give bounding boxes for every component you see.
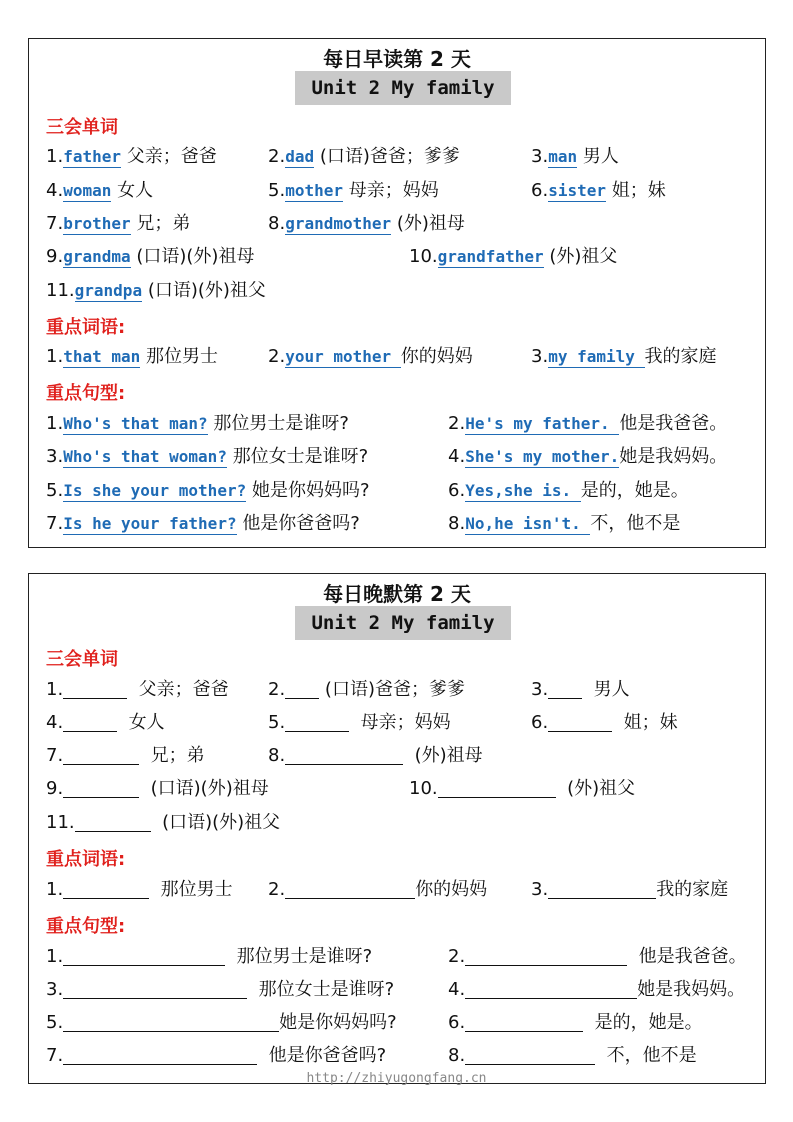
- item-number: 2.: [448, 413, 466, 434]
- item-number: 2.: [268, 146, 286, 167]
- morning-section-sentences: 重点句型:: [46, 383, 126, 404]
- word-english: brother: [63, 214, 131, 233]
- phrase-english: my family: [548, 347, 645, 366]
- word-blank-item: [46, 676, 229, 704]
- word-chinese: 姐；妹: [611, 180, 666, 201]
- item-number: 9.: [46, 778, 64, 799]
- word-blank-item: [268, 742, 483, 770]
- sentence-item: [46, 477, 370, 505]
- item-number: 4.: [46, 712, 64, 733]
- word-chinese: 女人: [117, 180, 154, 201]
- item-number: 3.: [46, 979, 64, 1000]
- evening-dictation-box: [28, 573, 766, 1084]
- answer-blank[interactable]: [465, 978, 637, 999]
- sentence-blank-item: [448, 1009, 703, 1037]
- word-english: grandmother: [285, 214, 392, 233]
- word-chinese: (口语)(外)祖母: [150, 778, 269, 799]
- word-item: [46, 243, 254, 271]
- item-number: 3.: [531, 346, 549, 367]
- item-number: 1.: [46, 346, 64, 367]
- evening-words-row: [29, 676, 765, 704]
- item-number: 6.: [531, 180, 549, 201]
- sentence-item: [448, 443, 727, 471]
- word-english: woman: [63, 181, 112, 200]
- item-number: 1.: [46, 946, 64, 967]
- sentence-chinese: 他是我爸爸。: [638, 946, 747, 967]
- answer-blank[interactable]: [465, 945, 627, 966]
- item-number: 5.: [268, 180, 286, 201]
- evening-phrases-row: [29, 876, 765, 904]
- evening-sentences-row: [29, 1042, 765, 1070]
- item-number: 8.: [448, 513, 466, 534]
- phrase-item: [531, 343, 717, 371]
- word-blank-item: [409, 775, 635, 803]
- phrase-chinese: 你的妈妈: [415, 879, 488, 900]
- word-chinese: (口语)(外)祖父: [162, 812, 281, 833]
- word-english: grandfather: [437, 247, 544, 266]
- sentence-blank-item: [448, 976, 745, 1004]
- answer-blank[interactable]: [548, 878, 656, 899]
- sentence-english: Is he your father?: [63, 514, 237, 533]
- word-blank-item: [46, 809, 280, 837]
- word-chinese: 父亲；爸爸: [126, 146, 217, 167]
- word-chinese: 男人: [593, 679, 630, 700]
- word-blank-item: [46, 709, 165, 737]
- item-number: 8.: [448, 1045, 466, 1066]
- footer-url: http://zhiyugongfang.cn: [306, 1071, 487, 1086]
- item-number: 1.: [46, 146, 64, 167]
- word-chinese: 姐；妹: [623, 712, 678, 733]
- item-number: 11.: [46, 280, 75, 301]
- item-number: 2.: [268, 879, 286, 900]
- word-chinese: 男人: [582, 146, 619, 167]
- morning-words-row: [29, 210, 765, 238]
- word-chinese: (口语)(外)祖母: [136, 246, 255, 267]
- morning-words-row: [29, 277, 765, 305]
- sentence-chinese: 那位女士是谁呀?: [232, 446, 369, 467]
- morning-phrases-row: [29, 343, 765, 371]
- sentence-chinese: 是的，她是。: [594, 1012, 703, 1033]
- evening-sentences-row: [29, 1009, 765, 1037]
- sentence-chinese: 她是我妈妈。: [637, 979, 746, 1000]
- phrase-chinese: 我的家庭: [644, 346, 717, 367]
- morning-sentences-row: [29, 510, 765, 538]
- answer-blank[interactable]: [285, 711, 349, 732]
- item-number: 7.: [46, 745, 64, 766]
- sentence-chinese: 那位男士是谁呀?: [236, 946, 373, 967]
- morning-sentences-row: [29, 477, 765, 505]
- item-number: 2.: [268, 679, 286, 700]
- morning-section-phrases: 重点词语:: [46, 317, 126, 338]
- item-number: 11.: [46, 812, 75, 833]
- word-item: [46, 277, 266, 305]
- item-number: 2.: [268, 346, 286, 367]
- word-blank-item: [268, 676, 465, 704]
- sentence-item: [46, 443, 368, 471]
- phrase-item: [46, 343, 218, 371]
- sentence-chinese: 那位女士是谁呀?: [258, 979, 395, 1000]
- sentence-blank-item: [448, 943, 747, 971]
- item-number: 5.: [46, 1012, 64, 1033]
- phrase-chinese: 我的家庭: [656, 879, 729, 900]
- item-number: 7.: [46, 513, 64, 534]
- word-english: grandpa: [74, 281, 143, 300]
- item-number: 8.: [268, 213, 286, 234]
- answer-blank[interactable]: [285, 878, 415, 899]
- sentence-chinese: 她是你妈妈吗?: [251, 480, 370, 501]
- word-chinese: 女人: [128, 712, 165, 733]
- phrase-blank-item: [531, 876, 728, 904]
- evening-words-row: [29, 742, 765, 770]
- answer-blank[interactable]: [63, 678, 127, 699]
- word-blank-item: [46, 775, 269, 803]
- word-chinese: 母亲；妈妈: [360, 712, 451, 733]
- item-number: 5.: [46, 480, 64, 501]
- item-number: 6.: [531, 712, 549, 733]
- evening-words-row: [29, 809, 765, 837]
- sentence-english: No,he isn't.: [465, 514, 591, 533]
- word-english: dad: [285, 147, 315, 166]
- word-chinese: (外)祖父: [567, 778, 636, 799]
- answer-blank[interactable]: [438, 777, 556, 798]
- sentence-chinese: 她是你妈妈吗?: [279, 1012, 397, 1033]
- evening-title: 每日晚默第 2 天: [323, 582, 471, 606]
- answer-blank[interactable]: [63, 777, 139, 798]
- answer-blank[interactable]: [63, 744, 139, 765]
- sentence-english: Yes,she is.: [465, 481, 581, 500]
- answer-blank[interactable]: [63, 1044, 257, 1065]
- word-chinese: (外)祖母: [414, 745, 483, 766]
- answer-blank[interactable]: [465, 1011, 583, 1032]
- sentence-blank-item: [46, 1042, 386, 1070]
- item-number: 3.: [531, 679, 549, 700]
- word-chinese: (外)祖母: [396, 213, 465, 234]
- sentence-english: He's my father.: [465, 414, 620, 433]
- word-blank-item: [268, 709, 451, 737]
- word-english: grandma: [63, 247, 131, 266]
- word-item: [409, 243, 617, 271]
- word-item: [46, 210, 190, 238]
- word-english: man: [548, 147, 578, 166]
- item-number: 8.: [268, 745, 286, 766]
- sentence-chinese: 她是我妈妈。: [619, 446, 728, 467]
- answer-blank[interactable]: [63, 711, 117, 732]
- sentence-chinese: 他是你爸爸吗?: [242, 513, 360, 534]
- phrase-blank-item: [46, 876, 233, 904]
- phrase-english: your mother: [285, 347, 401, 366]
- word-blank-item: [531, 676, 630, 704]
- word-item: [46, 177, 153, 205]
- morning-words-row: [29, 143, 765, 171]
- item-number: 1.: [46, 679, 64, 700]
- sentence-blank-item: [46, 943, 372, 971]
- item-number: 5.: [268, 712, 286, 733]
- item-number: 3.: [531, 146, 549, 167]
- item-number: 10.: [409, 778, 438, 799]
- word-english: father: [63, 147, 121, 166]
- answer-blank[interactable]: [63, 945, 225, 966]
- sentence-item: [448, 410, 727, 438]
- sentence-english: Who's that man?: [63, 414, 208, 433]
- item-number: 10.: [409, 246, 438, 267]
- sentence-chinese: 他是我爸爸。: [619, 413, 728, 434]
- morning-title: 每日早读第 2 天: [323, 47, 471, 71]
- morning-words-row: [29, 177, 765, 205]
- evening-sentences-row: [29, 976, 765, 1004]
- sentence-chinese: 不，他不是: [590, 513, 681, 534]
- word-chinese: 兄；弟: [136, 213, 191, 234]
- answer-blank[interactable]: [285, 744, 403, 765]
- item-number: 1.: [46, 413, 64, 434]
- word-english: mother: [285, 181, 343, 200]
- sentence-blank-item: [46, 1009, 397, 1037]
- phrase-blank-item: [268, 876, 487, 904]
- item-number: 9.: [46, 246, 64, 267]
- item-number: 2.: [448, 946, 466, 967]
- word-chinese: 父亲；爸爸: [138, 679, 229, 700]
- sentence-chinese: 他是你爸爸吗?: [268, 1045, 387, 1066]
- item-number: 3.: [531, 879, 549, 900]
- answer-blank[interactable]: [548, 711, 612, 732]
- sentence-blank-item: [448, 1042, 697, 1070]
- item-number: 7.: [46, 1045, 64, 1066]
- word-item: [268, 177, 439, 205]
- word-blank-item: [531, 709, 678, 737]
- sentence-item: [448, 477, 689, 505]
- answer-blank[interactable]: [63, 878, 149, 899]
- phrase-chinese: 那位男士: [160, 879, 233, 900]
- evening-unit-title: Unit 2 My family: [295, 606, 511, 640]
- item-number: 3.: [46, 446, 64, 467]
- evening-words-row: [29, 709, 765, 737]
- item-number: 4.: [46, 180, 64, 201]
- morning-words-row: [29, 243, 765, 271]
- sentence-blank-item: [46, 976, 394, 1004]
- sentence-item: [448, 510, 680, 538]
- word-item: [531, 143, 619, 171]
- evening-words-row: [29, 775, 765, 803]
- morning-reading-box: [28, 38, 766, 548]
- morning-sentences-row: [29, 410, 765, 438]
- sentence-chinese: 那位男士是谁呀?: [213, 413, 349, 434]
- evening-section-phrases: 重点词语:: [46, 849, 126, 870]
- answer-blank[interactable]: [63, 978, 247, 999]
- word-blank-item: [46, 742, 205, 770]
- phrase-item: [268, 343, 473, 371]
- answer-blank[interactable]: [63, 1011, 279, 1032]
- word-chinese: (口语)爸爸；爹爹: [319, 146, 460, 167]
- word-chinese: (外)祖父: [549, 246, 618, 267]
- sentence-item: [46, 410, 349, 438]
- word-item: [531, 177, 666, 205]
- answer-blank[interactable]: [75, 811, 151, 832]
- answer-blank[interactable]: [285, 678, 319, 699]
- sentence-item: [46, 510, 360, 538]
- phrase-english: that man: [63, 347, 141, 366]
- evening-section-sentences: 重点句型:: [46, 916, 126, 937]
- phrase-chinese: 那位男士: [145, 346, 218, 367]
- item-number: 7.: [46, 213, 64, 234]
- word-item: [268, 143, 460, 171]
- sentence-english: Who's that woman?: [63, 447, 227, 466]
- sentence-english: She's my mother.: [465, 447, 620, 466]
- item-number: 4.: [448, 446, 466, 467]
- answer-blank[interactable]: [465, 1044, 595, 1065]
- sentence-english: Is she your mother?: [63, 481, 247, 500]
- morning-section-words: 三会单词: [46, 117, 118, 138]
- sentence-chinese: 是的，她是。: [580, 480, 689, 501]
- word-item: [268, 210, 465, 238]
- item-number: 4.: [448, 979, 466, 1000]
- morning-sentences-row: [29, 443, 765, 471]
- phrase-chinese: 你的妈妈: [400, 346, 473, 367]
- word-english: sister: [548, 181, 606, 200]
- word-chinese: (口语)(外)祖父: [147, 280, 266, 301]
- item-number: 6.: [448, 480, 466, 501]
- sentence-chinese: 不，他不是: [606, 1045, 697, 1066]
- word-item: [46, 143, 217, 171]
- morning-unit-title: Unit 2 My family: [295, 71, 511, 105]
- word-chinese: 母亲；妈妈: [348, 180, 439, 201]
- answer-blank[interactable]: [548, 678, 582, 699]
- word-chinese: 兄；弟: [150, 745, 205, 766]
- word-chinese: (口语)爸爸；爹爹: [324, 679, 465, 700]
- evening-sentences-row: [29, 943, 765, 971]
- evening-section-words: 三会单词: [46, 649, 118, 670]
- item-number: 1.: [46, 879, 64, 900]
- item-number: 6.: [448, 1012, 466, 1033]
